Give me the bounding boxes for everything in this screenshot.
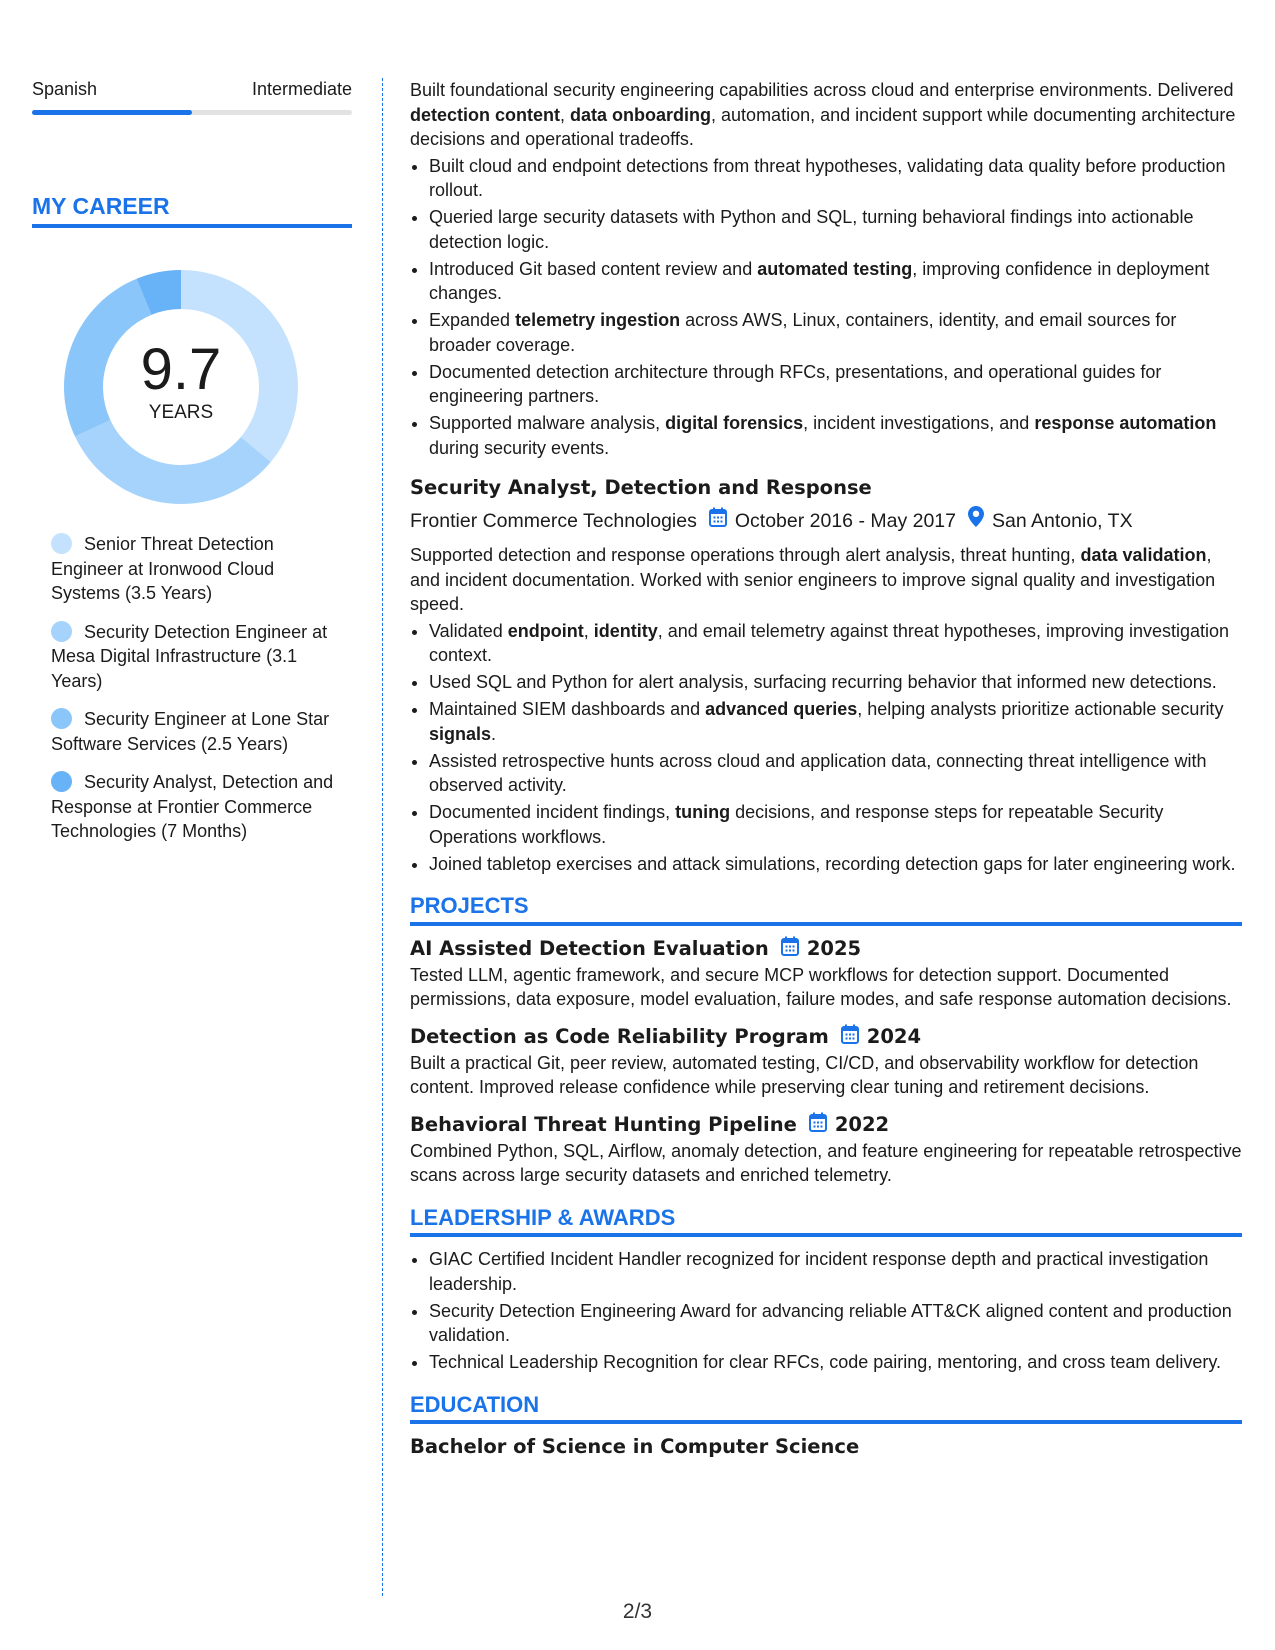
job-summary-text: Supported detection and response operations through alert analysis, threat hunting, — [410, 545, 1081, 565]
job-bullet-text: tuning — [675, 802, 731, 822]
intro-text: , — [560, 104, 571, 125]
experience-bullet-text: during security events. — [429, 437, 610, 458]
legend-label: Security Analyst, Detection and Response at Frontier Commerce Technologies (7 Months) — [51, 772, 334, 841]
experience-bullet-text: , incident investigations, and — [803, 413, 1035, 433]
project-year: 2022 — [834, 1113, 890, 1136]
job-company: Frontier Commerce Technologies — [410, 509, 697, 532]
job-title: Security Analyst, Detection and Response — [410, 476, 872, 499]
project-description: Built a practical Git, peer review, automated testing, CI/CD, and observability workflow for detection content. Improved release confidence while preserving clear tuning and retirement decisions. — [410, 1052, 1199, 1097]
career-heading: MY CAREER — [32, 193, 352, 228]
donut-center — [64, 270, 298, 504]
experience-bullet-text: Built cloud and endpoint detections from threat hypotheses, validating data quality before production rollout. — [429, 155, 1226, 200]
experience-bullets — [410, 154, 1242, 461]
experience-bullet-text: Queried large security datasets with Python and SQL, turning behavioral findings into actionable detection logic. — [429, 207, 1194, 252]
column-divider — [382, 78, 383, 1596]
language-row — [32, 78, 352, 100]
language-level: Intermediate — [251, 79, 352, 99]
legend-dot — [51, 771, 72, 792]
job-bullet — [429, 619, 1242, 668]
job-bullet-text: decisions, and response steps for repeatable Security Operations workflows. — [429, 802, 1164, 847]
job-bullet-text: signals — [429, 723, 492, 744]
job-bullet-text: . — [491, 723, 497, 744]
award-item: • Security Detection Engineering Award for advancing reliable ATT&CK aligned content and production validation. — [429, 1299, 1242, 1348]
calendar-icon — [809, 1112, 827, 1139]
career-legend-item — [51, 707, 342, 756]
job-bullets — [410, 619, 1242, 877]
experience-bullet — [429, 205, 1242, 254]
project-item — [410, 1024, 1242, 1100]
job-meta — [410, 506, 1242, 535]
project-year: 2025 — [806, 937, 862, 960]
calendar-icon — [709, 507, 727, 535]
experience-intro — [410, 78, 1242, 152]
project-description: Tested LLM, agentic framework, and secure MCP workflows for detection support. Documented permissions, data exposure, model evaluation, failure modes, and safe response automation decisions. — [410, 964, 1232, 1009]
job-bullet — [429, 670, 1242, 695]
experience-bullet-text: Documented detection architecture through RFCs, presentations, and operational guides for engineering partners. — [429, 361, 1162, 406]
award-item: • Technical Leadership Recognition for clear RFCs, code pairing, mentoring, and cross team delivery. — [429, 1350, 1242, 1375]
job-location: San Antonio, TX — [992, 509, 1133, 532]
career-legend — [32, 532, 352, 844]
job-bullet — [429, 697, 1242, 746]
experience-bullet-text: across AWS, Linux, containers, identity, and email sources for broader coverage. — [429, 310, 1177, 355]
projects-list — [410, 936, 1242, 1188]
intro-text: data onboarding — [570, 104, 712, 125]
education-heading: EDUCATION — [410, 1393, 1242, 1425]
project-item — [410, 936, 1242, 1012]
experience-bullet-text: telemetry ingestion — [515, 310, 681, 330]
project-title: Behavioral Threat Hunting Pipeline — [410, 1113, 797, 1136]
career-legend-item — [51, 620, 342, 694]
projects-heading: PROJECTS — [410, 894, 1242, 926]
experience-bullet-text: Supported malware analysis, — [429, 413, 666, 433]
job-bullet-text: , — [583, 620, 594, 641]
experience-bullet-text: Expanded — [429, 310, 516, 330]
job-summary-text: , and incident documentation. Worked with senior engineers to improve signal quality and investigation speed. — [410, 545, 1216, 614]
project-title-row — [410, 1112, 1242, 1139]
job-bullet-text: Documented incident findings, — [429, 802, 676, 822]
career-total-unit: YEARS — [148, 402, 214, 423]
job-bullet-text: Assisted retrospective hunts across cloud and application data, connecting threat intelligence with observed activity. — [429, 750, 1207, 795]
intro-text: Built foundational security engineering capabilities across cloud and enterprise environments. Delivered — [410, 80, 1234, 100]
legend-label: Security Engineer at Lone Star Software Services (2.5 Years) — [51, 709, 330, 754]
experience-bullet-text: Introduced Git based content review and — [429, 258, 758, 279]
job-bullet-text: Maintained SIEM dashboards and — [429, 699, 706, 719]
calendar-icon — [781, 936, 799, 963]
job-summary — [410, 543, 1242, 617]
experience-bullet-text: digital forensics — [665, 413, 804, 433]
job-summary-text: data validation — [1080, 545, 1207, 565]
language-proficiency-fill — [32, 110, 192, 115]
intro-text: detection content — [410, 104, 561, 125]
job-bullet-text: advanced queries — [705, 699, 858, 719]
job-bullet — [429, 749, 1242, 798]
legend-dot — [51, 708, 72, 729]
main-content — [410, 78, 1242, 1460]
career-legend-item — [51, 532, 342, 606]
legend-dot — [51, 621, 72, 642]
experience-bullet — [429, 360, 1242, 409]
location-pin-icon — [968, 506, 984, 535]
job-bullet-text: Joined tabletop exercises and attack simulations, recording detection gaps for later engineering work. — [429, 853, 1236, 874]
experience-bullet-text: automated testing — [757, 258, 913, 279]
job-dates: October 2016 - May 2017 — [734, 509, 956, 532]
awards-heading: LEADERSHIP & AWARDS — [410, 1206, 1242, 1238]
sidebar — [32, 78, 352, 858]
project-title: AI Assisted Detection Evaluation — [410, 937, 769, 960]
awards-list — [410, 1247, 1242, 1375]
intro-text: , automation, and incident support while documenting architecture decisions and operational tradeoffs. — [410, 104, 1236, 149]
job-bullet — [429, 800, 1242, 849]
job-bullet — [429, 852, 1242, 877]
experience-bullet-text: response automation — [1034, 413, 1217, 433]
award-item: • GIAC Certified Incident Handler recognized for incident response depth and practical investigation leadership. — [429, 1247, 1242, 1296]
job-bullet-text: , helping analysts prioritize actionable security — [857, 699, 1224, 719]
job-bullet-text: , and email telemetry against threat hypotheses, improving investigation context. — [429, 620, 1230, 665]
project-title-row — [410, 936, 1242, 963]
experience-bullet — [429, 154, 1242, 203]
calendar-icon — [841, 1024, 859, 1051]
project-title-row — [410, 1024, 1242, 1051]
career-legend-item — [51, 770, 342, 844]
job-bullet-text: Validated — [429, 620, 508, 641]
legend-dot — [51, 533, 72, 554]
language-proficiency-bar — [32, 110, 352, 115]
project-description: Combined Python, SQL, Airflow, anomaly detection, and feature engineering for repeatable retrospective scans across large security datasets and enriched telemetry. — [410, 1140, 1242, 1185]
experience-bullet — [429, 308, 1242, 357]
job-bullet-text: identity — [593, 620, 658, 641]
language-name: Spanish — [32, 79, 98, 99]
experience-bullet — [429, 257, 1242, 306]
career-donut-chart — [64, 270, 298, 504]
project-year: 2024 — [866, 1025, 922, 1048]
legend-label: Security Detection Engineer at Mesa Digital Infrastructure (3.1 Years) — [51, 621, 328, 691]
job-bullet-text: endpoint — [507, 620, 584, 641]
experience-bullet-text: , improving confidence in deployment changes. — [429, 258, 1210, 303]
project-item — [410, 1112, 1242, 1188]
project-title: Detection as Code Reliability Program — [410, 1025, 829, 1048]
career-total-years: 9.7 — [140, 337, 222, 402]
experience-bullet — [429, 411, 1242, 460]
page-number: 2/3 — [622, 1600, 653, 1623]
job-bullet-text: Used SQL and Python for alert analysis, surfacing recurring behavior that informed new detections. — [429, 672, 1217, 692]
education-degree: Bachelor of Science in Computer Science — [410, 1435, 860, 1458]
legend-label: Senior Threat Detection Engineer at Ironwood Cloud Systems (3.5 Years) — [51, 534, 275, 603]
